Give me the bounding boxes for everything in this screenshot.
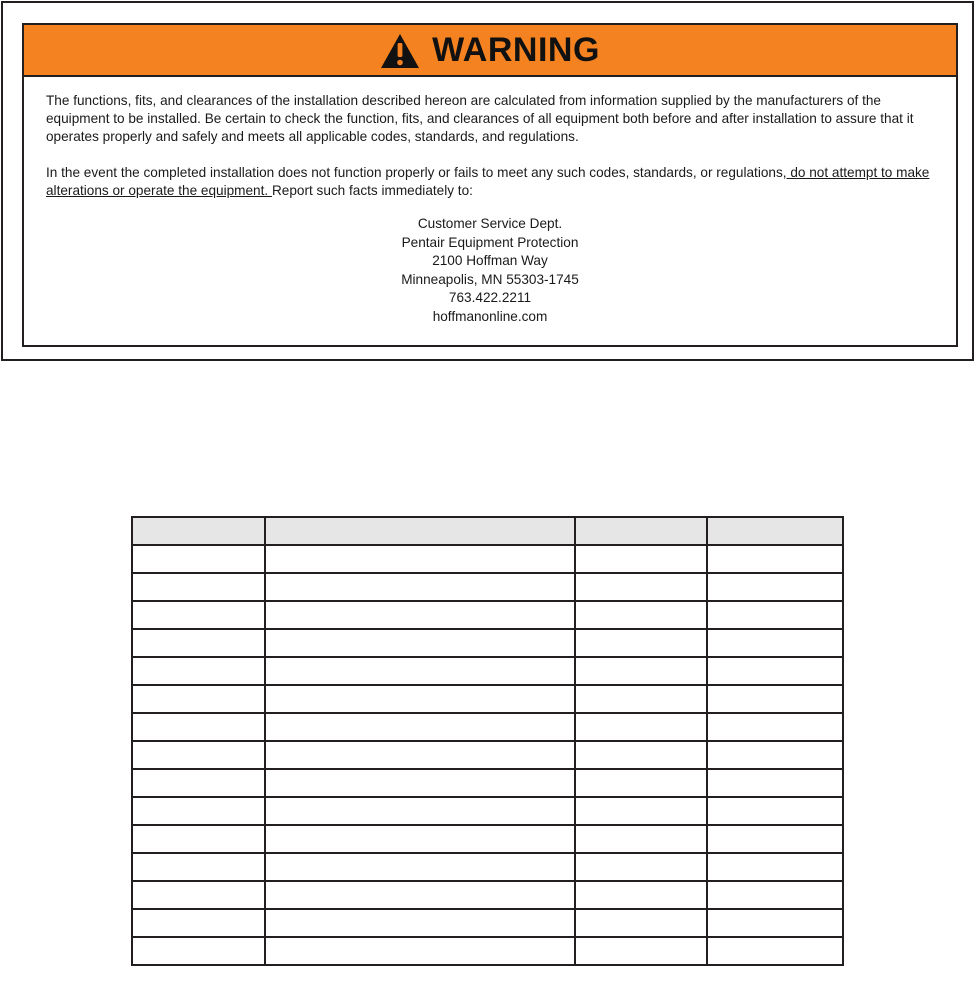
table-cell bbox=[132, 601, 265, 629]
table-row bbox=[132, 741, 843, 769]
table-cell bbox=[132, 909, 265, 937]
table-cell bbox=[707, 685, 843, 713]
table-row bbox=[132, 545, 843, 573]
table-cell bbox=[575, 741, 707, 769]
table-cell bbox=[265, 909, 575, 937]
table-row bbox=[132, 657, 843, 685]
address-website: hoffmanonline.com bbox=[432, 308, 548, 324]
table-row bbox=[132, 797, 843, 825]
table-cell bbox=[707, 573, 843, 601]
table-cell bbox=[575, 545, 707, 573]
address-company: Pentair Equipment Protection bbox=[401, 234, 579, 250]
table-cell bbox=[575, 909, 707, 937]
table-cell bbox=[707, 657, 843, 685]
contact-address bbox=[24, 215, 956, 326]
table-header-cell bbox=[265, 517, 575, 545]
table-cell bbox=[575, 657, 707, 685]
table-row bbox=[132, 685, 843, 713]
table-cell bbox=[575, 769, 707, 797]
warning-body bbox=[46, 92, 938, 200]
table-cell bbox=[265, 825, 575, 853]
table-cell bbox=[707, 909, 843, 937]
table-cell bbox=[265, 769, 575, 797]
warning-triangle-icon bbox=[380, 33, 420, 69]
address-street: 2100 Hoffman Way bbox=[432, 253, 548, 268]
paragraph-2-emphasis: do not attempt to make alterations or operate the equipment. bbox=[46, 165, 930, 198]
table-header-cell bbox=[132, 517, 265, 545]
table-cell bbox=[707, 937, 843, 965]
table-cell bbox=[265, 713, 575, 741]
table-cell bbox=[265, 629, 575, 657]
table-cell bbox=[132, 629, 265, 657]
table-cell bbox=[575, 825, 707, 853]
table-cell bbox=[707, 853, 843, 881]
table-cell bbox=[265, 853, 575, 881]
table-row bbox=[132, 769, 843, 797]
warning-frame bbox=[1, 1, 974, 361]
paragraph-2-lead: In the event the completed installation does not function properly or fails to meet any such codes, standards, or regulations, bbox=[46, 165, 787, 180]
table-cell bbox=[132, 685, 265, 713]
table-cell bbox=[132, 657, 265, 685]
table-cell bbox=[707, 713, 843, 741]
table-cell bbox=[132, 853, 265, 881]
table-cell bbox=[575, 573, 707, 601]
table-cell bbox=[575, 853, 707, 881]
table-cell bbox=[265, 797, 575, 825]
warning-paragraph-2 bbox=[46, 164, 938, 200]
table-cell bbox=[707, 545, 843, 573]
table-cell bbox=[265, 881, 575, 909]
table-row bbox=[132, 713, 843, 741]
table-cell bbox=[575, 797, 707, 825]
table-cell bbox=[707, 797, 843, 825]
table-cell bbox=[575, 937, 707, 965]
table-cell bbox=[132, 545, 265, 573]
table-cell bbox=[575, 685, 707, 713]
table-cell bbox=[132, 937, 265, 965]
table-cell bbox=[707, 741, 843, 769]
table-row bbox=[132, 853, 843, 881]
table-header-row bbox=[132, 517, 843, 545]
table-header-cell bbox=[707, 517, 843, 545]
table-cell bbox=[132, 825, 265, 853]
parts-table bbox=[131, 516, 844, 966]
table-cell bbox=[575, 881, 707, 909]
table-cell bbox=[265, 545, 575, 573]
table-cell bbox=[132, 573, 265, 601]
table-cell bbox=[132, 769, 265, 797]
warning-header bbox=[24, 25, 956, 77]
address-phone: 763.422.2211 bbox=[448, 290, 532, 305]
table-row bbox=[132, 909, 843, 937]
warning-box bbox=[22, 23, 958, 347]
table-cell bbox=[265, 601, 575, 629]
table-cell bbox=[575, 713, 707, 741]
table-cell bbox=[575, 629, 707, 657]
table-cell bbox=[132, 881, 265, 909]
table-cell bbox=[132, 713, 265, 741]
table-cell bbox=[132, 741, 265, 769]
table-cell bbox=[575, 601, 707, 629]
table-cell bbox=[707, 629, 843, 657]
table-row bbox=[132, 601, 843, 629]
table-body bbox=[132, 545, 843, 965]
table-cell bbox=[265, 657, 575, 685]
address-city: Minneapolis, MN 55303-1745 bbox=[401, 271, 579, 287]
table-cell bbox=[265, 685, 575, 713]
table-row bbox=[132, 825, 843, 853]
warning-title: WARNING bbox=[432, 30, 600, 69]
address-department: Customer Service Dept. bbox=[417, 216, 563, 231]
table-row bbox=[132, 629, 843, 657]
table-cell bbox=[265, 573, 575, 601]
table-cell bbox=[265, 741, 575, 769]
table-row bbox=[132, 881, 843, 909]
table-cell bbox=[707, 825, 843, 853]
table-cell bbox=[707, 769, 843, 797]
table-header-cell bbox=[575, 517, 707, 545]
table-cell bbox=[132, 797, 265, 825]
table-row bbox=[132, 937, 843, 965]
table-row bbox=[132, 573, 843, 601]
table-cell bbox=[265, 937, 575, 965]
table-cell bbox=[707, 601, 843, 629]
paragraph-2-tail: Report such facts immediately to: bbox=[271, 183, 473, 198]
warning-paragraph-1: The functions, fits, and clearances of the installation described hereon are calculated from information supplied by the manufacturers of the equipment to be installed. Be certain to check the function, fits, and clearances of all equipment both before and after installation to assure that it operates properly and safely and meets all applicable codes, standards, and regulations. bbox=[46, 93, 914, 144]
table-cell bbox=[707, 881, 843, 909]
